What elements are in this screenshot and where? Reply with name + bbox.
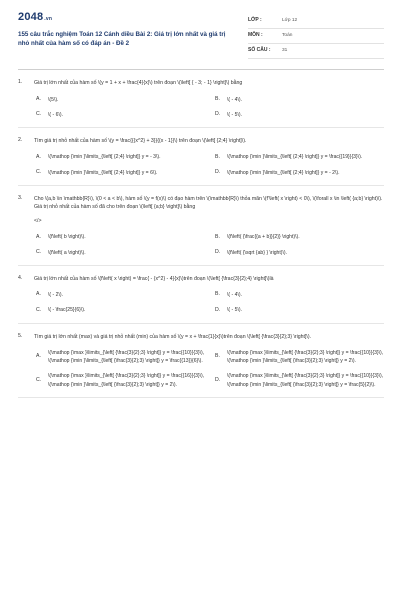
- question-header: [18, 79, 384, 88]
- option-text: \(f\left( {\sqrt {ab} } \right)\).: [227, 249, 288, 256]
- option-letter: C.: [36, 168, 42, 175]
- option-letter: C.: [36, 376, 42, 383]
- option-b[interactable]: [215, 349, 384, 365]
- option-letter: B.: [215, 153, 220, 160]
- answer-options: [18, 349, 384, 389]
- option-a[interactable]: [36, 349, 205, 365]
- option-letter: D.: [215, 248, 221, 255]
- option-letter: D.: [215, 110, 221, 117]
- question-header: [18, 137, 384, 146]
- option-text: \( - 2\).: [48, 292, 63, 299]
- info-value: Toán: [282, 33, 293, 39]
- info-label: SỐ CÂU :: [248, 47, 271, 54]
- option-a[interactable]: [36, 153, 205, 161]
- info-label: MÔN :: [248, 32, 263, 39]
- page-title: 155 câu trắc nghiệm Toán 12 Cánh diều Bài 2: Giá trị lớn nhất và giá trị nhỏ nhất của hàm số có đáp án - Đề 2: [18, 31, 226, 47]
- question-text: Giá trị lớn nhất của hàm số \(f\left( x \right) = \frac{ - {x^2} - 4}{x}\)trên đoạn \(\left[ {\frac{3}{2};4} \right]\)là: [34, 275, 274, 282]
- option-text: \( - \frac{25}{6}\).: [48, 307, 86, 314]
- option-text: \(f\left( b \right)\).: [48, 234, 86, 241]
- option-text: \(\mathop {\min }\limits_{\left[ {2;4} \right]} y = - 3\).: [48, 154, 161, 161]
- option-text: \(5\).: [48, 96, 59, 103]
- question-header: [18, 333, 384, 342]
- question-1: [18, 70, 384, 128]
- option-text: \(\mathop {\min }\limits_{\left[ {2;4} \right]} y = 6\).: [48, 169, 158, 176]
- question-number: 5.: [18, 332, 23, 339]
- option-letter: B.: [215, 95, 220, 102]
- option-d[interactable]: [215, 169, 384, 177]
- info-row-subject: [248, 29, 384, 44]
- answer-options: [18, 96, 384, 119]
- header-left: [18, 12, 228, 59]
- option-d[interactable]: [215, 111, 384, 119]
- option-text: \(f\left( a \right)\).: [48, 249, 86, 256]
- option-letter: A.: [36, 233, 41, 240]
- option-letter: C.: [36, 110, 42, 117]
- answer-options: [18, 233, 384, 256]
- option-c[interactable]: [36, 249, 205, 257]
- question-text: Giá trị lớn nhất của hàm số \(y = 1 + x + \frac{4}{x}\) trên đoạn \(\left[ { - 3; - 1} \right]\) bằng: [34, 80, 243, 86]
- question-text: Tìm giá trị nhỏ nhất của hàm số \(y = \frac{{{x^2} + 3}}{{x - 1}}\) trên đoạn \(\left[ {2;4} \right]\).: [34, 137, 247, 144]
- option-b[interactable]: [215, 233, 384, 241]
- info-value: Lớp 12: [282, 18, 298, 24]
- info-value: 31: [282, 48, 288, 54]
- question-tag: </>: [34, 217, 42, 224]
- option-d[interactable]: [215, 372, 384, 388]
- option-letter: D.: [215, 306, 221, 313]
- answer-options: [18, 291, 384, 314]
- option-text: \(\mathop {\min }\limits_{\left[ {2;4} \right]} y = - 2\).: [227, 169, 340, 176]
- question-header: [18, 275, 384, 284]
- option-letter: A.: [36, 95, 41, 102]
- option-b[interactable]: [215, 96, 384, 104]
- option-letter: B.: [215, 353, 220, 360]
- option-text: \( - 5\).: [227, 111, 242, 118]
- option-text: \( - 4\).: [227, 96, 242, 103]
- option-b[interactable]: [215, 291, 384, 299]
- option-letter: A.: [36, 291, 41, 298]
- option-a[interactable]: [36, 96, 205, 104]
- option-text: \(\mathop {\max }\limits_{\left[ {\frac{3}{2};3} \right]} y = \frac{{16}}{3}\), \(\mathop {\min }\limits_{\left[ {\frac{3}{2};3} \right]} y = 2\).: [48, 373, 205, 388]
- option-letter: A.: [36, 353, 41, 360]
- question-5: [18, 324, 384, 398]
- question-text: Cho \(a,b \in \mathbb{R}\), \(0 < a < b\), hàm số \(y = f(x)\) có đạo hàm trên \(\mathbb{R}\) thỏa mãn \(f'\left( x \right) < 0\), \(\forall x \in \left( {a;b} \right)\). Giá trị nhỏ nhất của hàm số đã cho trên đoạn \(\left[ {a;b} \right]\) bằng: [34, 195, 383, 211]
- header: [18, 12, 384, 59]
- site-logo[interactable]: [18, 12, 228, 23]
- info-label: LỚP :: [248, 17, 262, 24]
- option-c[interactable]: [36, 372, 205, 388]
- question-header: [18, 195, 384, 226]
- option-c[interactable]: [36, 306, 205, 314]
- question-text: Tìm giá trị lớn nhất (max) và giá trị nhỏ nhất (min) của hàm số \(y = x + \frac{1}{x}\)trên đoạn \(\left[ {\frac{3}{2};3} \right]\).: [34, 333, 312, 340]
- question-number: 2.: [18, 136, 23, 143]
- info-panel: [248, 14, 384, 59]
- option-text: \(\mathop {\max }\limits_{\left[ {\frac{3}{2};3} \right]} y = \frac{{10}}{3}\), \(\mathop {\min }\limits_{\left[ {\frac{3}{2};3} \right]} y = \frac{5}{2}\).: [227, 373, 384, 388]
- question-number: 3.: [18, 194, 23, 201]
- question-number: 4.: [18, 274, 23, 281]
- question-4: [18, 266, 384, 324]
- question-number: 1.: [18, 79, 23, 85]
- question-2: [18, 128, 384, 186]
- option-text: \( - 4\).: [227, 292, 242, 299]
- option-text: \(\mathop {\min }\limits_{\left[ {2;4} \right]} y = \frac{{19}}{3}\).: [227, 154, 363, 161]
- option-text: \(\mathop {\max }\limits_{\left[ {\frac{3}{2};3} \right]} y = \frac{{10}}{3}\), \(\mathop {\min }\limits_{\left[ {\frac{3}{2};3} \right]} y = 2\).: [227, 350, 384, 365]
- logo-tld: .vn: [44, 16, 53, 22]
- option-c[interactable]: [36, 169, 205, 177]
- question-3: [18, 186, 384, 266]
- option-letter: B.: [215, 233, 220, 240]
- logo-main: 2048: [18, 11, 44, 23]
- option-letter: D.: [215, 168, 221, 175]
- option-text: \(\mathop {\max }\limits_{\left[ {\frac{3}{2};3} \right]} y = \frac{{10}}{3}\), \(\mathop {\min }\limits_{\left[ {\frac{3}{2};3} \right]} y = \frac{{13}}{6}\).: [48, 350, 205, 365]
- option-d[interactable]: [215, 306, 384, 314]
- option-c[interactable]: [36, 111, 205, 119]
- option-letter: C.: [36, 306, 42, 313]
- question-body: [34, 195, 384, 226]
- option-letter: C.: [36, 248, 42, 255]
- option-letter: D.: [215, 376, 221, 383]
- option-a[interactable]: [36, 291, 205, 299]
- option-a[interactable]: [36, 233, 205, 241]
- info-row-grade: [248, 14, 384, 29]
- option-letter: B.: [215, 291, 220, 298]
- option-b[interactable]: [215, 153, 384, 161]
- option-d[interactable]: [215, 249, 384, 257]
- option-text: \(f\left( {\frac{{a + b}}{2}} \right)\).: [227, 234, 300, 241]
- answer-options: [18, 153, 384, 176]
- option-text: \( - 6\).: [48, 111, 63, 118]
- option-text: \( - 5\).: [227, 307, 242, 314]
- option-letter: A.: [36, 153, 41, 160]
- info-row-count: [248, 44, 384, 59]
